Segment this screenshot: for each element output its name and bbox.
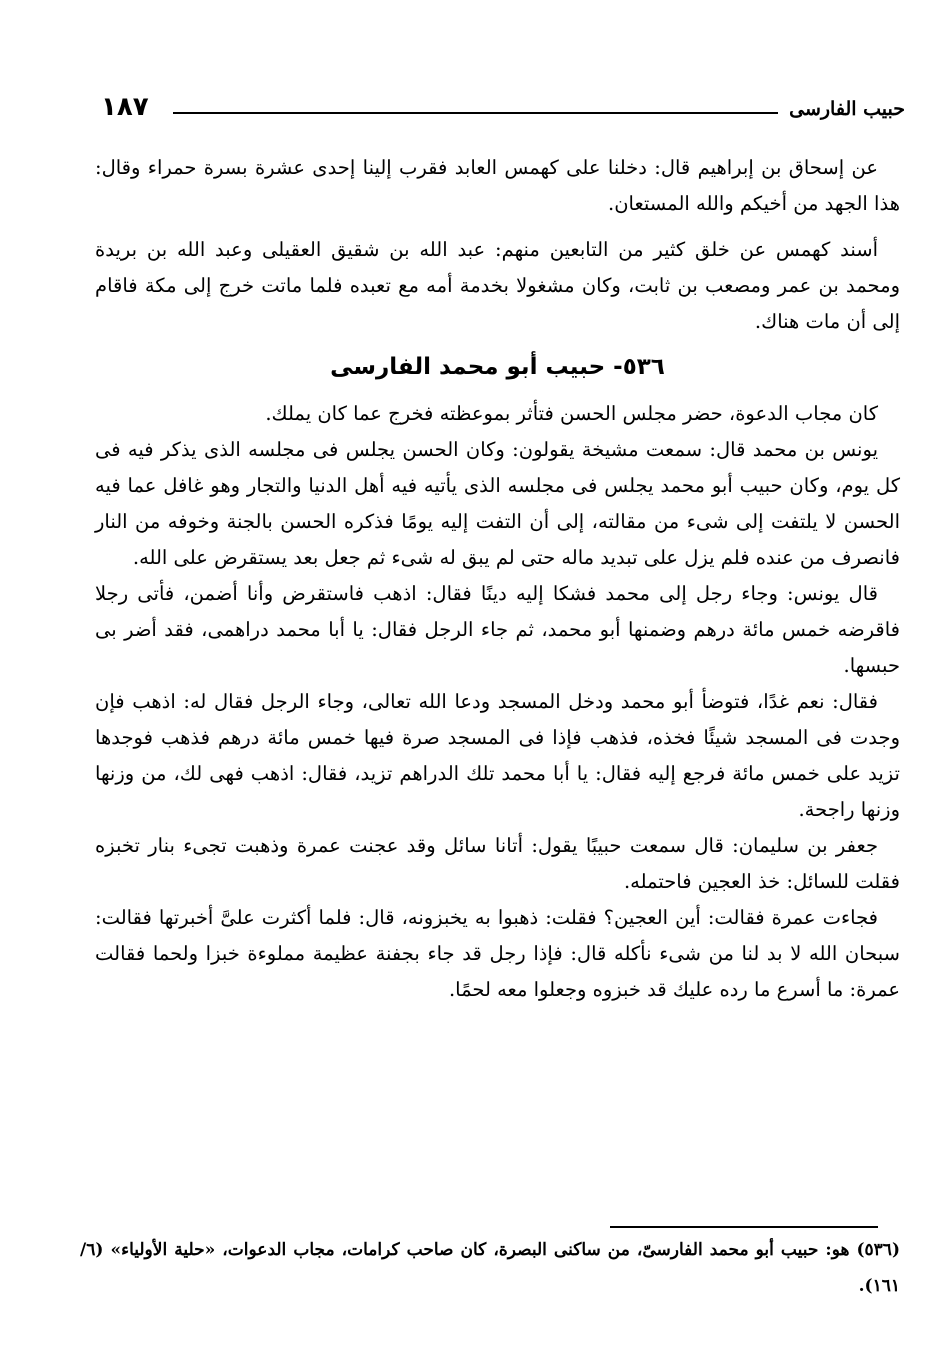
page-number: ١٨٧: [101, 92, 149, 122]
entry-title: ٥٣٦- حبيب أبو محمد الفارسى: [330, 354, 665, 380]
footnote: (٥٣٦) هو: حبيب أبو محمد الفارسىّ، من ساكنى البصرة، كان صاحب كرامات، مجاب الدعوات، «حلية الأولياء» (٦/ ١٦١).: [80, 1240, 900, 1296]
paragraph-7: جعفر بن سليمان: قال سمعت حبيبًا يقول: أتانا سائل وقد عجنت عمرة وذهبت تجىء بنار تخبزه فقلت للسائل: خذ العجين فاحتمله.: [95, 834, 900, 893]
paragraph-2: أسند كهمس عن خلق كثير من التابعين منهم: عبد الله بن شقيق العقيلى وعبد الله بن بريدة ومحمد بن عمر ومصعب بن ثابت، وكان مشغولا بخدمة أمه مع تعبده فلما ماتت خرج إلى مكة فاقام إلى أن مات هناك.: [95, 238, 900, 333]
footnote-rule: [610, 1226, 878, 1228]
page-header: [95, 92, 905, 132]
body-text: [95, 150, 900, 1008]
paragraph-6: فقال: نعم غدًا، فتوضأ أبو محمد ودخل المسجد ودعا الله تعالى، وجاء الرجل فقال له: اذهب فإن وجدت فى المسجد شيئًا فخذه، فذهب فإذا فى المسجد صرة فيها خمس مائة درهم فذهب فوجدها تزيد على خمس مائة فرجع إليه فقال: يا أبا محمد تلك الدراهم تزيد، فقال: اذهب فهى لك، من وزنها وزنها راجحة.: [95, 690, 900, 821]
paragraph-1: عن إسحاق بن إبراهيم قال: دخلنا على كهمس العابد فقرب إلينا إحدى عشرة بسرة حمراء وقال: هذا الجهد من أخيكم والله المستعان.: [95, 156, 900, 215]
paragraph-3: كان مجاب الدعوة، حضر مجلس الحسن فتأثر بموعظته فخرج عما كان يملك.: [265, 402, 878, 425]
header-rule: [173, 112, 778, 114]
paragraph-4: يونس بن محمد قال: سمعت مشيخة يقولون: وكان الحسن يجلس فى مجلسه الذى يذكر فيه فى كل يوم، وكان حبيب أبو محمد يجلس فى مجلسه الذى يأتيه فيه أهل الدنيا والتجار وهو غافل عما فيه الحسن لا يلتفت إلى شىء من مقالته، إلى أن التفت إليه يومًا فذكره الحسن بالجنة وخوفه من النار فانصرف من عنده فلم يزل على تبديد ماله حتى لم يبق له شىء ثم جعل بعد يستقرض على الله.: [95, 438, 900, 569]
paragraph-5: قال يونس: وجاء رجل إلى محمد فشكا إليه دينًا فقال: اذهب فاستقرض وأنا أضمن، فأتى رجلا فاقرضه خمس مائة درهم وضمنها أبو محمد، ثم جاء الرجل فقال: يا أبا محمد دراهمى، فقد أضر بى حبسها.: [95, 582, 900, 677]
paragraph-8: فجاءت عمرة فقالت: أين العجين؟ فقلت: ذهبوا به يخبزونه، قال: فلما أكثرت علىَّ أخبرتها فقالت: سبحان الله لا بد لنا من شىء نأكله قال: فإذا رجل قد جاء بجفنة عظيمة مملوءة خبزا ولحما فقالت عمرة: ما أسرع ما رده عليك قد خبزوه وجعلوا معه لحمًا.: [95, 906, 900, 1001]
running-title: حبيب الفارسى: [789, 98, 905, 120]
